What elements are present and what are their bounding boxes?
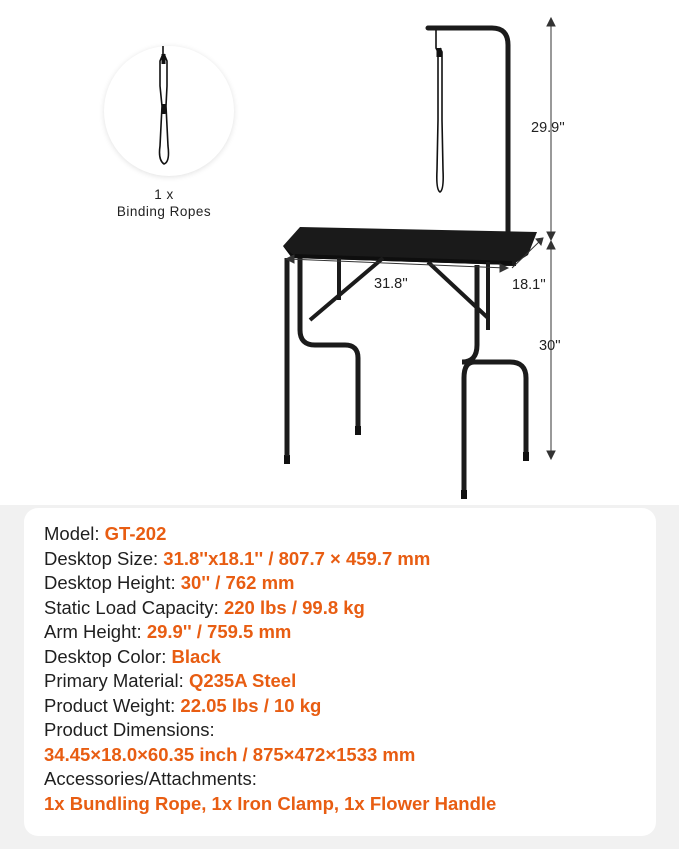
spec-weight-label: Product Weight: [44, 694, 181, 716]
spec-arm-height [44, 620, 496, 645]
spec-material [44, 669, 496, 694]
spec-weight-value: 22.05 lbs / 10 kg [180, 694, 322, 716]
spec-desktop-size-label: Desktop Size: [44, 547, 164, 569]
spec-list [44, 522, 496, 816]
spec-accessories-text: 1x Bundling Rope, 1x Iron Clamp, 1x Flower Handle [44, 792, 497, 814]
spec-desktop-height-label: Desktop Height: [44, 572, 181, 593]
spec-accessories-value [44, 792, 496, 817]
width-label: 31.8'' [374, 276, 408, 292]
spec-load-label: Static Load Capacity: [44, 596, 224, 618]
rope-name: Binding Ropes [116, 204, 212, 219]
spec-desktop-height [44, 571, 496, 596]
spec-desktop-color [44, 645, 496, 670]
spec-accessories-label: Accessories/Attachments: [44, 768, 257, 789]
spec-desktop-size-value: 31.8''x18.1'' / 807.7 × 459.7 mm [163, 547, 431, 569]
spec-model-value: GT-202 [104, 523, 167, 544]
height-label: 30'' [539, 338, 561, 354]
arm-height-label: 29.9'' [531, 120, 565, 136]
spec-desktop-height-value: 30'' / 762 mm [180, 572, 295, 593]
spec-arm-height-value: 29.9'' / 759.5 mm [146, 621, 292, 642]
spec-desktop-size [44, 547, 496, 572]
spec-material-label: Primary Material: [44, 670, 189, 691]
spec-load-capacity [44, 596, 496, 621]
spec-dimensions-value [44, 743, 496, 768]
grooming-arm [428, 28, 508, 262]
spec-model-label: Model: [44, 523, 105, 544]
spec-load-value: 220 lbs / 99.8 kg [223, 596, 365, 618]
spec-color-label: Desktop Color: [44, 645, 172, 667]
spec-weight [44, 694, 496, 719]
spec-arm-height-label: Arm Height: [44, 621, 147, 642]
spec-color-value: Black [171, 645, 221, 667]
depth-label: 18.1'' [512, 277, 546, 293]
spec-dimensions-text: 34.45×18.0×60.35 inch / 875×472×1533 mm [44, 743, 416, 765]
rope-quantity: 1 x [154, 187, 174, 202]
spec-material-value: Q235A Steel [188, 670, 297, 691]
spec-card [24, 508, 656, 836]
spec-model [44, 522, 496, 547]
spec-dimensions-label: Product Dimensions: [44, 719, 215, 740]
